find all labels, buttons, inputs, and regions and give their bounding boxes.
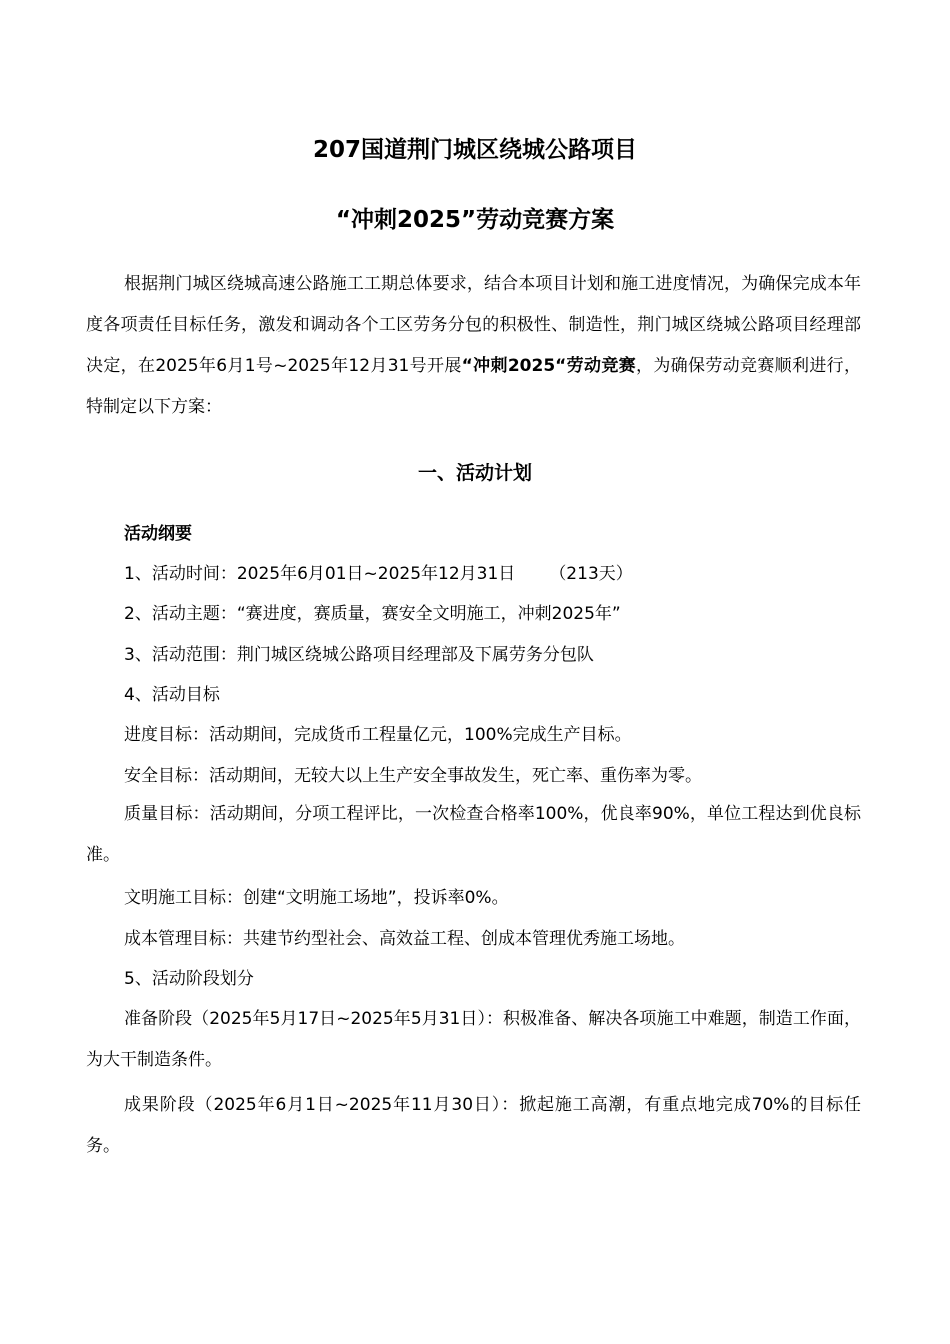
goal-civilized: 文明施工目标：创建“文明施工场地”，投诉率0%。 bbox=[124, 888, 509, 908]
document-title-line1: 207国道荆门城区绕城公路项目 bbox=[312, 137, 637, 163]
document-title-line2: “冲刺2025”劳动竞赛方案 bbox=[335, 207, 615, 233]
phase-result: 成果阶段（2025年6月1日~2025年11月30日）：掀起施工高潮，有重点地完成70%的目标任务。 bbox=[86, 1095, 861, 1156]
activity-time-line bbox=[124, 562, 633, 586]
intro-paragraph bbox=[86, 264, 861, 428]
goal-quality: 质量目标：活动期间，分项工程评比，一次检查合格率100%，优良率90%，单位工程达到优良标准。 bbox=[86, 804, 861, 865]
activity-scope: 3、活动范围：荆门城区绕城公路项目经理部及下属劳务分包队 bbox=[124, 645, 594, 665]
phase-preparation: 准备阶段（2025年5月17日~2025年5月31日）：积极准备、解决各项施工中难题，制造工作面，为大干制造条件。 bbox=[86, 1009, 861, 1070]
goal-cost: 成本管理目标：共建节约型社会、高效益工程、创成本管理优秀施工场地。 bbox=[124, 929, 685, 949]
phases-heading: 5、活动阶段划分 bbox=[124, 969, 254, 989]
intro-text-2: ，为确保劳动竞赛顺利进行，特制定以下方案： bbox=[86, 356, 861, 417]
goals-heading: 4、活动目标 bbox=[124, 685, 220, 705]
activity-days: （213天） bbox=[549, 564, 633, 584]
goal-safety: 安全目标：活动期间，无较大以上生产安全事故发生，死亡率、重伤率为零。 bbox=[124, 766, 702, 786]
intro-text-1: 根据荆门城区绕城高速公路施工工期总体要求，结合本项目计划和施工进度情况，为确保完成本年度各项责任目标任务，激发和调动各个工区劳务分包的积极性、制造性，荆门城区绕城公路项目经理部决定，在2025年6月1号~2025年12月31号开展 bbox=[86, 274, 861, 376]
goal-progress: 进度目标：活动期间，完成货币工程量亿元，100%完成生产目标。 bbox=[124, 725, 632, 745]
intro-bold-text: “冲刺2025“劳动竞赛 bbox=[461, 356, 636, 376]
outline-heading: 活动纲要 bbox=[124, 524, 192, 544]
activity-theme: 2、活动主题：“赛进度，赛质量，赛安全文明施工，冲刺2025年” bbox=[124, 604, 621, 624]
activity-time: 1、活动时间：2025年6月01日~2025年12月31日 bbox=[124, 564, 516, 584]
section-heading-activity-plan: 一、活动计划 bbox=[417, 462, 532, 484]
